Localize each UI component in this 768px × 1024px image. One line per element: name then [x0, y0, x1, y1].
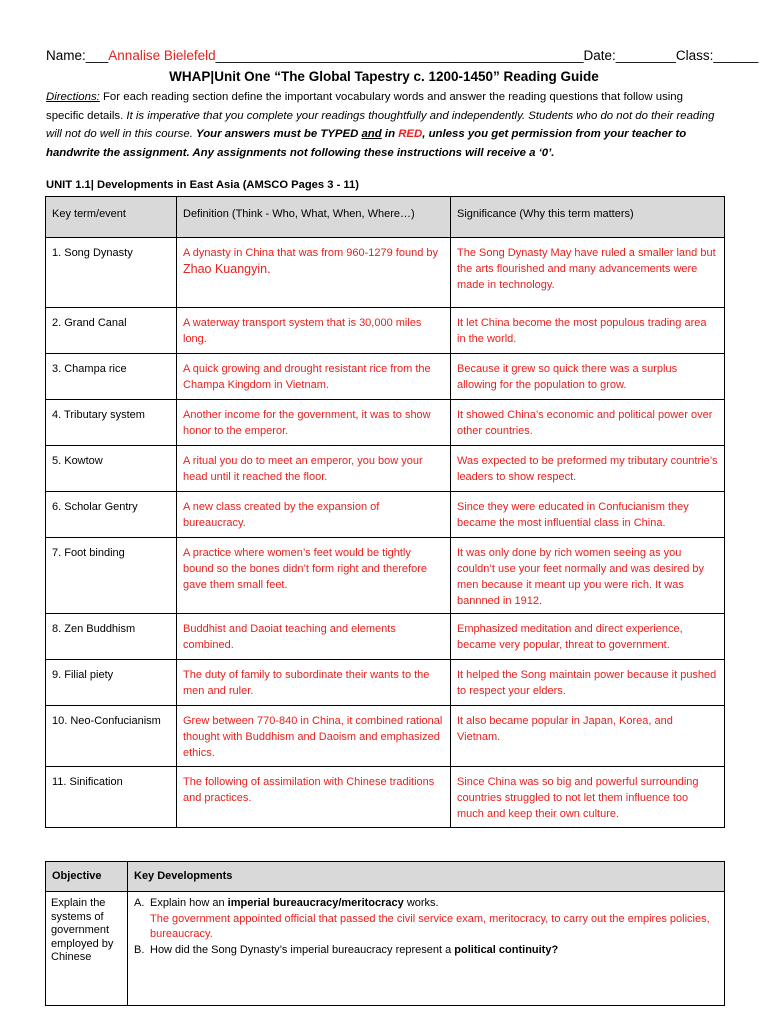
vocab-definition [177, 660, 451, 706]
vocab-definition-text: The following of assimilation with Chinese traditions and practices. [183, 776, 435, 804]
objective-header-row [46, 862, 725, 892]
directions-text-4: in [381, 128, 399, 140]
vocab-term: 3. Champa rice [46, 354, 177, 400]
vocab-definition-text: A waterway transport system that is 30,000 miles long. [183, 317, 422, 345]
vocab-term: 11. Sinification [46, 767, 177, 828]
vocab-term: 4. Tributary system [46, 400, 177, 446]
directions-red-word: RED [398, 128, 423, 140]
vocab-term: 1. Song Dynasty [46, 238, 177, 308]
item-b-text-1: How did the Song Dynasty’s imperial bureaucracy represent a [150, 943, 455, 956]
class-label: Class:______ [675, 48, 759, 63]
vocab-definition-text: A quick growing and drought resistant rice from the Champa Kingdom in Vietnam. [183, 363, 431, 391]
header-key-developments: Key Developments [128, 862, 725, 892]
item-a-text-1: Explain how an [150, 897, 228, 909]
header-line [46, 48, 759, 63]
vocab-definition [177, 446, 451, 492]
key-developments [128, 892, 725, 1006]
directions [46, 88, 718, 162]
vocab-row [46, 354, 725, 400]
directions-text-2: It is imperative that you complete your readings thoughtfully and independently. Students who do not do their reading will not do well in this course. [46, 109, 715, 140]
vocab-term: 9. Filial piety [46, 660, 177, 706]
vocab-significance: It let China become the most populous trading area in the world. [451, 308, 725, 354]
vocab-row [46, 767, 725, 828]
vocab-significance: It helped the Song maintain power because it pushed to respect your elders. [451, 660, 725, 706]
vocab-definition [177, 308, 451, 354]
directions-text-1: For each reading section define the important vocabulary words and answer the reading questions that follow using specific details. [46, 91, 683, 122]
item-b-label: B. [134, 943, 145, 956]
vocab-significance: Emphasized meditation and direct experience, became very popular, threat to government. [451, 614, 725, 660]
vocab-row [46, 400, 725, 446]
vocab-significance: Since they were educated in Confucianism they became the most influential class in China. [451, 492, 725, 538]
name-label: Name:___ [46, 48, 109, 63]
vocab-term: 8. Zen Buddhism [46, 614, 177, 660]
directions-and: and [361, 128, 382, 140]
vocab-definition-text: The duty of family to subordinate their wants to the men and ruler. [183, 669, 430, 697]
header-significance: Significance (Why this term matters) [451, 197, 725, 238]
vocab-definition-text: A ritual you do to meet an emperor, you bow your head until it reached the floor. [183, 455, 423, 483]
vocab-definition [177, 706, 451, 767]
vocab-definition [177, 492, 451, 538]
unit-heading: UNIT 1.1| Developments in East Asia (AMSCO Pages 3 - 11) [46, 179, 359, 191]
directions-text-5: , unless you get permission from your teacher to handwrite the assignment. Any assignments not following these instructions will receive a ‘0’. [46, 128, 687, 159]
header-objective: Objective [46, 862, 128, 892]
vocab-significance: Since China was so big and powerful surrounding countries struggled to not let them influence too much and keep their own culture. [451, 767, 725, 828]
vocab-definition [177, 614, 451, 660]
vocab-term: 2. Grand Canal [46, 308, 177, 354]
vocab-definition-text: A practice where women’s feet would be tightly bound so the bones didn’t form right and therefore gave them small feet. [183, 547, 427, 591]
vocab-row [46, 660, 725, 706]
page-title: WHAP|Unit One “The Global Tapestry c. 1200-1450” Reading Guide [169, 69, 599, 84]
vocab-term: 10. Neo-Confucianism [46, 706, 177, 767]
header-definition: Definition (Think - Who, What, When, Where…) [177, 197, 451, 238]
vocab-header-row [46, 197, 725, 238]
vocab-significance: It was only done by rich women seeing as you couldn’t use your feet normally and was desired by men because it meant up you were rich. It was bannned in 1912. [451, 538, 725, 614]
vocab-definition-extra: Zhao Kuangyin. [183, 262, 271, 276]
vocab-definition [177, 400, 451, 446]
vocab-definition [177, 767, 451, 828]
name-blank: _________________________________________________ [215, 48, 584, 63]
vocab-term: 6. Scholar Gentry [46, 492, 177, 538]
vocab-row [46, 308, 725, 354]
vocab-row [46, 706, 725, 767]
vocab-definition-text: Another income for the government, it was to show honor to the emperor. [183, 409, 431, 437]
vocab-term: 7. Foot binding [46, 538, 177, 614]
date-label: Date:________ [583, 48, 676, 63]
item-b [134, 943, 718, 959]
vocab-term: 5. Kowtow [46, 446, 177, 492]
item-a-bold: imperial bureaucracy/meritocracy [227, 897, 404, 909]
student-name: Annalise Bielefeld [108, 48, 216, 63]
vocab-definition-text: Buddhist and Daoiat teaching and elements combined. [183, 623, 396, 651]
item-b-bold: political continuity? [454, 943, 559, 956]
header-key-term: Key term/event [46, 197, 177, 238]
item-a-label: A. [134, 897, 145, 909]
directions-text-3: Your answers must be TYPED [196, 128, 362, 140]
vocab-significance: Was expected to be preformed my tributary countrie’s leaders to show respect. [451, 446, 725, 492]
vocab-definition-text: A dynasty in China that was from 960-1279 found by [183, 247, 438, 259]
item-a-text-2: works. [403, 897, 439, 909]
vocab-definition-text: Grew between 770-840 in China, it combined rational thought with Buddhism and Daoism and emphasized ethics. [183, 715, 443, 759]
vocab-row [46, 492, 725, 538]
item-a-answer: The government appointed official that passed the civil service exam, meritocracy, to carry out the empires policies, bureaucracy. [150, 912, 710, 940]
vocab-row [46, 238, 725, 308]
objective-table [45, 861, 725, 1006]
vocab-table [45, 196, 725, 828]
vocab-definition-text: A new class created by the expansion of bureaucracy. [183, 501, 380, 529]
item-a [134, 896, 718, 912]
vocab-row [46, 538, 725, 614]
vocab-significance: It showed China’s economic and political power over other countries. [451, 400, 725, 446]
vocab-definition [177, 354, 451, 400]
vocab-row [46, 614, 725, 660]
vocab-definition [177, 238, 451, 308]
objective-row [46, 892, 725, 1006]
objective-text: Explain the systems of government employed by Chinese [46, 892, 128, 1006]
vocab-significance: The Song Dynasty May have ruled a smaller land but the arts flourished and many advancements were made in technology. [451, 238, 725, 308]
directions-label: Directions: [46, 91, 100, 103]
vocab-definition [177, 538, 451, 614]
vocab-significance: It also became popular in Japan, Korea, and Vietnam. [451, 706, 725, 767]
vocab-significance: Because it grew so quick there was a surplus allowing for the population to grow. [451, 354, 725, 400]
vocab-row [46, 446, 725, 492]
